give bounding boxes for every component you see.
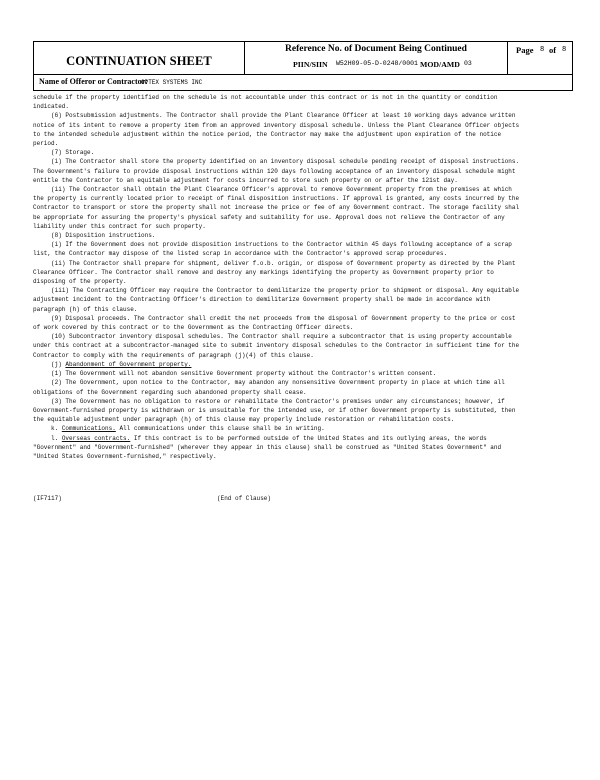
page-label: Page <box>516 45 534 55</box>
reference-heading: Reference No. of Document Being Continued <box>285 44 467 54</box>
paragraph-prefix: (j) <box>33 360 66 368</box>
sheet-title: CONTINUATION SHEET <box>66 54 212 68</box>
page-cell <box>508 42 574 74</box>
paragraph: (8) Disposition instructions. <box>33 232 156 240</box>
end-of-clause: (End of Clause) <box>217 495 272 502</box>
paragraph-text: All communications under this clause shall be in writing. <box>115 425 325 433</box>
paragraph: (1) The Government will not abandon sensitive Government property without the Contractor's written consent. <box>33 370 437 378</box>
paragraph-overseas <box>33 434 585 462</box>
paragraph: (9) Disposal proceeds. The Contractor shall credit the net proceeds from the disposal of Government property to the price or cost of work covered by this contract or to the Government as the Contracting Officer directs. <box>33 314 516 332</box>
paragraph: schedule if the property identified on the schedule is not accountable under this contract or is not in the quantity or condition indicated. <box>33 94 498 111</box>
reference-cell <box>245 42 508 74</box>
paragraph: (2) The Government, upon notice to the Contractor, may abandon any nonsensitive Government property in place at which time all obligations of the Government regarding such abandoned property shall cease. <box>33 379 505 396</box>
continuation-header <box>33 41 573 75</box>
mod-amd-value: 03 <box>464 60 472 67</box>
paragraph-abandonment <box>33 360 585 369</box>
overseas-heading: Overseas contracts. <box>61 434 131 442</box>
paragraph-prefix: l. <box>33 434 62 442</box>
paragraph: (6) Postsubmission adjustments. The Contractor shall provide the Plant Clearance Officer at least 10 working days advance written notice of its intent to remove a property item from an approved inventory disposal schedule. Unless the Plant Clearance Officer objects to the intended schedule adjustment within the notice period, the Contractor may make the adjustment upon expiration of the notice period. <box>33 112 520 148</box>
title-cell <box>34 42 245 74</box>
offeror-label: Name of Offeror or Contractor: <box>39 77 148 86</box>
offeror-row <box>33 74 573 91</box>
page-of-label: of <box>549 45 557 55</box>
paragraph: (i) If the Government does not provide disposition instructions to the Contractor within 45 days following acceptance of a scrap list, the Contractor may dispose of the listed scrap in accordance with the Contractor's approved scrap procedures. <box>33 241 512 258</box>
paragraph: (10) Subcontractor inventory disposal schedules. The Contractor shall require a subcontractor that is using property accountable under this contract at a subcontractor-managed site to submit inventory disposal schedules to the Contractor in sufficient time for the Contractor to comply with the requirements of paragraph (j)(4) of this clause. <box>33 333 520 359</box>
piin-label: PIIN/SIIN <box>293 60 328 69</box>
paragraph: (ii) The Contractor shall prepare for shipment, deliver f.o.b. origin, or dispose of Government property as directed by the Plant Clearance Officer. The Contractor shall remove and destroy any markings identifying the property as Government property prior to disposing of the property. <box>33 259 516 286</box>
clause-code: (IF7117) <box>33 495 62 502</box>
offeror-name: OPTEX SYSTEMS INC <box>141 79 203 86</box>
paragraph: (3) The Government has no obligation to restore or rehabilitate the Contractor's premises under any circumstances; however, if Government-furnished property is withdrawn or is unsuitable for the intended use, or if other Government property is substituted, then the equitable adjustment under paragraph (h) of this clause may properly include restoration or rehabilitation costs. <box>33 397 516 424</box>
paragraph: (ii) The Contractor shall obtain the Plant Clearance Officer's approval to remove Government property from the premises at which the property is currently located prior to receipt of final disposition instructions. If approval is granted, any costs incurred by the Contractor to transport or store the property shall not increase the price or fee of any Government contract. The storage facility shal be appropriate for assuring the property's physical safety and suitability for use. Approval does not relieve the Contractor of any liability under this contract for such property. <box>33 186 520 230</box>
paragraph: (7) Storage. <box>33 149 95 157</box>
paragraph: (iii) The Contracting Officer may require the Contractor to demilitarize the property prior to shipment or disposal. Any equitable adjustment incident to the Contracting Officer's direction to demilitarize Government property shall be made in accordance with paragraph (h) of this clause. <box>33 287 520 313</box>
page-number: 8 <box>540 46 545 54</box>
mod-amd-label: MOD/AMD <box>420 60 460 69</box>
abandonment-heading: Abandonment of Government property. <box>65 360 192 368</box>
piin-value: W52H09-05-D-0248/0001 <box>336 60 418 67</box>
paragraph-text: If this contract is to be performed outside of the United States and its outlying areas, the words "Government" and "Government-furnished" (wherever they appear in this clause) shall be construed as "United States Government" and "United States Government-furnished," respectively. <box>33 434 502 460</box>
page-total: 8 <box>562 46 567 54</box>
communications-heading: Communications. <box>61 425 116 433</box>
paragraph-communications <box>33 424 585 433</box>
paragraph-prefix: k. <box>33 425 62 433</box>
clause-body <box>33 93 585 461</box>
paragraph: (i) The Contractor shall store the property identified on an inventory disposal schedule pending receipt of disposal instructions. The Government's failure to provide disposal instructions within 120 days following acceptance of an inventory disposal schedule might entitle the Contractor to an equitable adjustment for costs incurred to store such property on or after the 121st day. <box>33 158 520 184</box>
